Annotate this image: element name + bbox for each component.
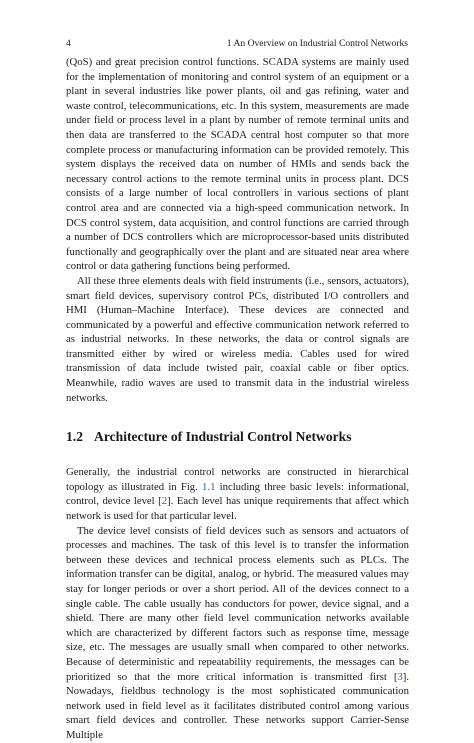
section-number: 1.2 xyxy=(66,429,83,445)
paragraph-device-level xyxy=(66,524,409,743)
citation-link[interactable]: 3 xyxy=(397,670,403,683)
section-title: Architecture of Industrial Control Networks xyxy=(94,429,352,445)
page-number: 4 xyxy=(66,38,71,49)
running-title: 1 An Overview on Industrial Control Networks xyxy=(226,38,408,49)
section-heading xyxy=(66,428,409,445)
text-run: ]. Nowadays, fieldbus technology is the most sophisticated communication network used in field level as it facilitates distributed control among various smart field devices and controller. These networks support Carrier-Sense Multiple xyxy=(66,670,409,741)
text-run: including three basic levels: informational, control, device level [ xyxy=(66,480,409,508)
paragraph-network-elements: All these three elements deals with field instruments (i.e., sensors, actuators), smart field devices, supervisory control PCs, distributed I/O controllers and HMI (Human–Machine Interface). These devices are connected and communicated by a powerful and effective communication network referred to as industrial networks. In these networks, the data or control signals are transmitted either by wired or wireless media. Cables used for wired transmission of data include twisted pair, coaxial cable or fiber optics. Meanwhile, radio waves are used to transmit data in the industrial wireless networks. xyxy=(66,274,409,404)
text-run: The device level consists of field devices such as sensors and actuators of processes and machines. The task of this level is to transfer the information between these devices and technical process elements such as PLCs. The information transfer can be digital, analog, or hybrid. The measured values may stay for longer periods or over a short period. All of the devices connect to a single cable. The cable usually has conductors for power, device signal, and a shield. There are many other field level communication networks available which are characterized by different factors such as response time, message size, etc. The messages are usually small when compared to other networks. Because of deterministic and repeatability requirements, the messages can be prioritized so that the more critical information is transmitted first [ xyxy=(66,524,409,683)
paragraph-scada-dcs: (QoS) and great precision control functions. SCADA systems are mainly used for the implementation of monitoring and control system of an equipment or a plant in several industries like power plants, oil and gas refining, water and waste control, telecommunications, etc. In this system, measurements are made under field or process level in a plant by number of remote terminal units and then data are transferred to the SCADA central host computer so that more complete process or manufacturing information can be provided remotely. This system displays the received data on number of HMIs and sends back the necessary control actions to the remote terminal units in process plant. DCS consists of a large number of local controllers in various sections of plant control area and are connected via a high-speed communication network. In DCS control system, data acquisition, and control functions are carried through a number of DCS controllers which are microprocessor-based units distributed functionally and geographically over the plant and are situated near area where control or data gathering functions being performed. xyxy=(66,56,409,273)
citation-link[interactable]: 2 xyxy=(161,495,168,508)
running-header xyxy=(66,38,408,50)
text-run: ]. Each level has unique requirements that affect which network is used for that particular level. xyxy=(66,495,409,523)
main-text xyxy=(66,55,409,743)
figure-reference-link[interactable]: 1.1 xyxy=(202,480,216,493)
text-run: Generally, the industrial control networks are constructed in hierarchical topology as illustrated in Fig. xyxy=(66,466,409,493)
paragraph-hierarchy xyxy=(66,465,409,523)
